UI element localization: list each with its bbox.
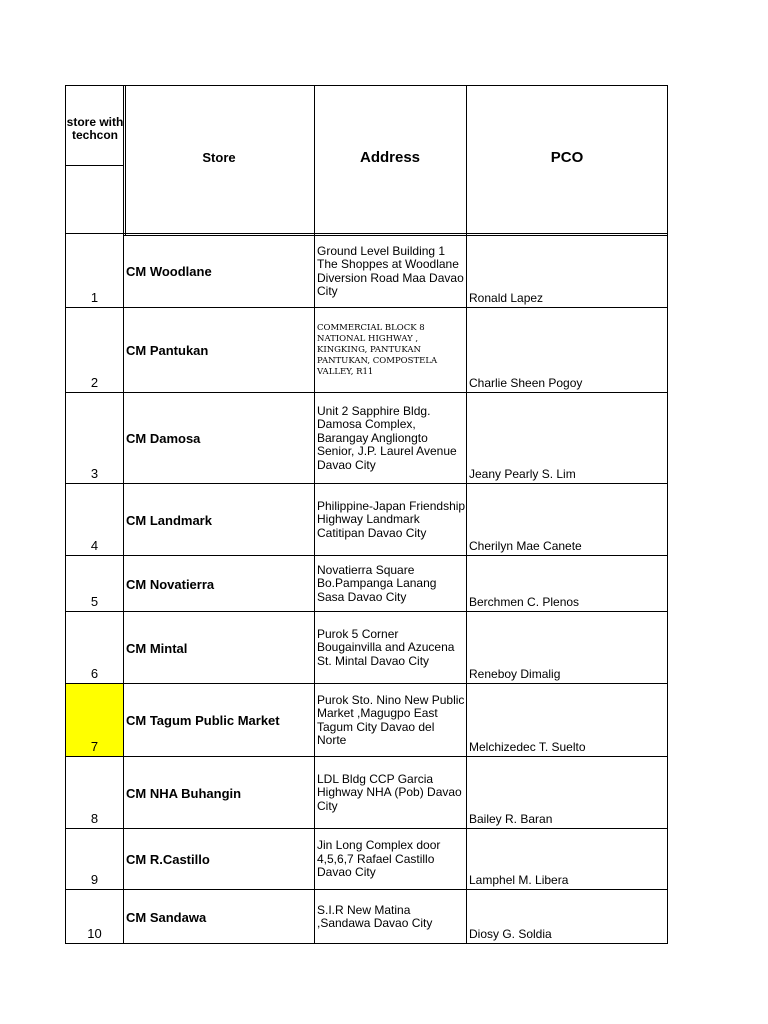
pco-name: Reneboy Dimalig [469, 667, 561, 681]
store-name: CM Woodlane [126, 264, 212, 279]
store-address: S.I.R New Matina ,Sandawa Davao City [317, 902, 433, 930]
table-row [66, 757, 667, 829]
pco-name: Bailey R. Baran [469, 812, 553, 826]
store-address: LDL Bldg CCP Garcia Highway NHA (Pob) Davao City [317, 771, 462, 813]
table-row [66, 484, 667, 556]
store-address: Philippine-Japan Friendship Highway Landmark Catitipan Davao City [317, 498, 466, 540]
row-number: 8 [90, 811, 99, 826]
table-row [66, 612, 667, 684]
table-row [66, 393, 667, 484]
header-inner-divider [66, 165, 124, 166]
row-number: 3 [90, 466, 99, 481]
table-row [66, 829, 667, 890]
store-name: CM R.Castillo [126, 852, 210, 867]
col-divider-3 [466, 86, 467, 943]
store-name: CM NHA Buhangin [126, 785, 242, 801]
store-address: Purok 5 Corner Bougainvilla and Azucena St. Mintal Davao City [317, 626, 455, 668]
header-pco: PCO [550, 149, 584, 166]
row-number: 7 [66, 684, 123, 757]
pco-name: Lamphel M. Libera [469, 873, 569, 887]
row-number: 9 [90, 872, 99, 887]
store-name: CM Tagum Public Market [126, 713, 280, 728]
store-name: CM Damosa [126, 431, 201, 446]
store-name: CM Pantukan [126, 343, 209, 358]
store-address: COMMERCIAL BLOCK 8 NATIONAL HIGHWAY , KINGKING, PANTUKAN PANTUKAN, COMPOSTELA VALLEY, R11 [317, 323, 438, 377]
pco-name: Cherilyn Mae Canete [469, 539, 582, 553]
store-address: Ground Level Building 1 The Shoppes at Woodlane Diversion Road Maa Davao City [317, 243, 464, 298]
col-divider-2 [314, 86, 315, 943]
row-number: 10 [87, 926, 102, 941]
table-row [66, 890, 667, 944]
store-name: CM Landmark [126, 512, 212, 528]
store-address: Unit 2 Sapphire Bldg. Damosa Complex, Barangay Angliongto Senior, J.P. Laurel Avenue Davao City [317, 403, 457, 472]
col-divider-1 [123, 86, 124, 943]
table-row [66, 556, 667, 612]
table-row [66, 308, 667, 393]
header-store-with-techcon: store with techcon [66, 116, 124, 142]
store-table [65, 85, 668, 944]
store-name: CM Novatierra [126, 576, 215, 592]
header-store: Store [202, 150, 236, 165]
row-number: 1 [90, 290, 99, 305]
pco-name: Diosy G. Soldia [469, 927, 552, 941]
pco-name: Berchmen C. Plenos [469, 595, 580, 609]
row-number: 5 [90, 594, 99, 609]
header-bottom-line [66, 233, 667, 234]
store-name: CM Sandawa [126, 909, 207, 925]
header-address: Address [359, 149, 421, 166]
pco-name: Jeany Pearly S. Lim [469, 467, 576, 481]
store-address: Purok Sto. Nino New Public Market ,Magugpo East Tagum City Davao del Norte [317, 692, 465, 747]
store-address: Novatierra Square Bo.Pampanga Lanang Sasa Davao City [317, 562, 437, 604]
pco-name: Ronald Lapez [469, 291, 544, 305]
table-row [66, 684, 667, 757]
row-number: 2 [90, 375, 99, 390]
row-number: 6 [90, 666, 99, 681]
table-row [66, 235, 667, 308]
store-address: Jin Long Complex door 4,5,6,7 Rafael Castillo Davao City [317, 838, 441, 880]
store-name: CM Mintal [126, 640, 188, 656]
pco-name: Charlie Sheen Pogoy [469, 376, 583, 390]
pco-name: Melchizedec T. Suelto [469, 740, 586, 754]
col-divider-1b [125, 86, 126, 236]
row-number: 4 [90, 538, 99, 553]
